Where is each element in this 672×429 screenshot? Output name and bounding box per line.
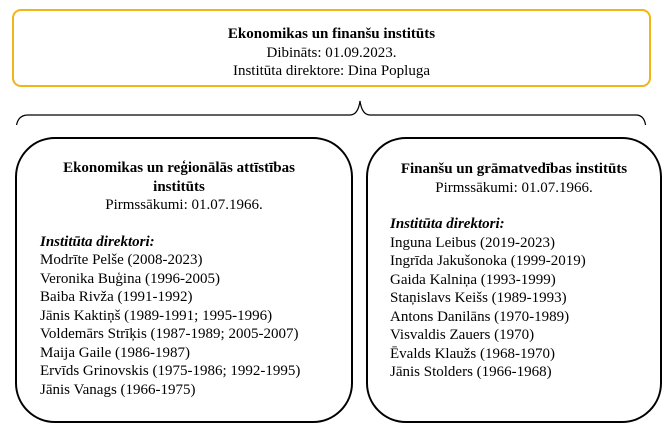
list-item: Ēvalds Klaužs (1968-1970)	[390, 345, 555, 362]
list-item: Baiba Rivža (1991-1992)	[40, 289, 193, 305]
list-item: Staņislavs Keišs (1989-1993)	[390, 290, 567, 306]
list-item: Modrīte Pelše (2008-2023)	[40, 252, 203, 268]
left-directors-section	[17, 233, 351, 400]
right-directors-heading: Institūta direktori:	[390, 216, 505, 232]
list-item: Ingrīda Jakušonoka (1999-2019)	[390, 253, 586, 269]
list-item: Jānis Stolders (1966-1968)	[390, 364, 552, 380]
list-item: Visvaldis Zauers (1970)	[390, 327, 535, 343]
parent-institute-name: Ekonomikas un finanšu institūts	[227, 26, 436, 42]
list-item: Ervīds Grinovskis (1975-1986; 1992-1995)	[40, 363, 301, 379]
grouping-brace	[0, 95, 672, 125]
right-institute-name: Finanšu un grāmatvedības institūts	[400, 161, 628, 177]
left-institute-founded: Pirmssākumi: 01.07.1966.	[105, 197, 263, 213]
left-directors-heading: Institūta direktori:	[40, 233, 155, 250]
list-item: Voldemārs Strīķis (1987-1989; 2005-2007)	[40, 326, 299, 342]
parent-institute-box	[12, 9, 651, 87]
left-institute-card	[15, 137, 353, 423]
list-item: Inguna Leibus (2019-2023)	[390, 234, 555, 251]
right-institute-founded: Pirmssākumi: 01.07.1966.	[435, 179, 593, 196]
right-institute-card	[366, 137, 662, 423]
list-item: Gaida Kalniņa (1993-1999)	[390, 271, 556, 288]
right-directors-list	[390, 234, 660, 382]
parent-institute-founded: Dibināts: 01.09.2023.	[266, 44, 397, 61]
left-institute-name: Ekonomikas un reģionālās attīstības institūts	[63, 160, 295, 195]
list-item: Antons Danilāns (1970-1989)	[390, 308, 570, 325]
left-directors-list	[40, 251, 351, 399]
parent-institute-director: Institūta direktore: Dina Popluga	[232, 63, 431, 79]
list-item: Veronika Buģina (1996-2005)	[40, 270, 220, 287]
list-item: Maija Gaile (1986-1987)	[40, 344, 190, 361]
right-directors-section	[368, 215, 660, 382]
list-item: Jānis Kaktiņš (1989-1991; 1995-1996)	[40, 307, 273, 324]
list-item: Jānis Vanags (1966-1975)	[40, 381, 196, 398]
